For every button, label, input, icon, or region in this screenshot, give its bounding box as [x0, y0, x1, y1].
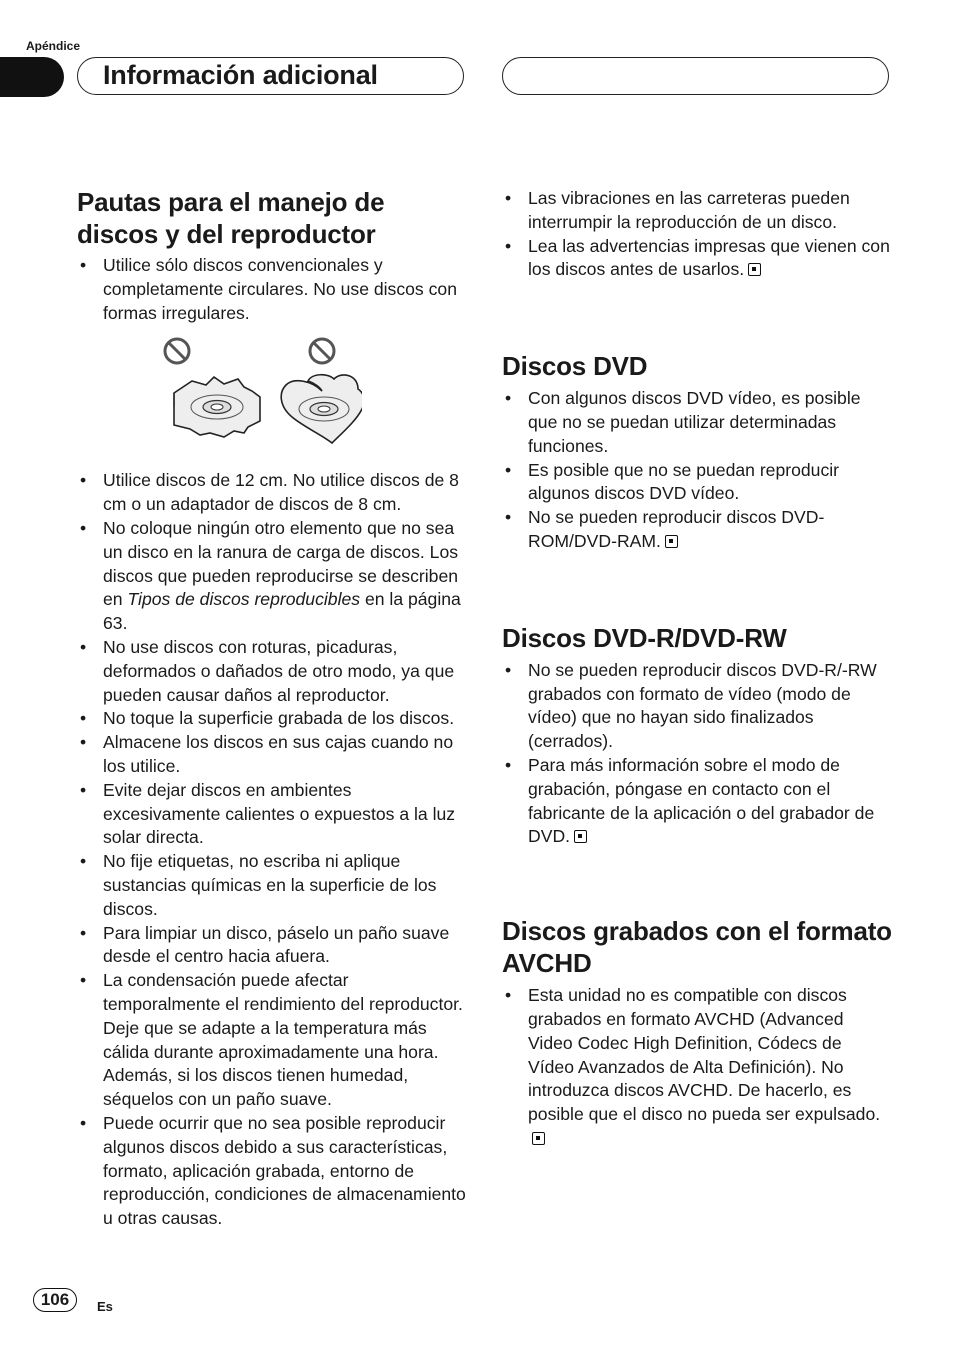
empty-title-box: [502, 57, 889, 95]
list-item-text: Para más información sobre el modo de grabación, póngase en contacto con el fabricante de la aplicación o del grabador de DVD.: [528, 754, 875, 847]
handling-list-right: [502, 187, 892, 282]
list-item: [502, 754, 892, 849]
irregular-discs-illustration: [77, 337, 467, 463]
list-item: • Es posible que no se puedan reproducir algunos discos DVD vídeo.: [502, 459, 892, 507]
list-item: • No se pueden reproducir discos DVD-R/-RW grabados con formato de vídeo (modo de vídeo) que no hayan sido finalizados (cerrados).: [502, 659, 892, 754]
prohibition-icon: [310, 339, 334, 363]
list-item: • No use discos con roturas, picaduras, deformados o dañados de otro modo, ya que pueden causar daños al reproductor.: [77, 636, 467, 707]
list-item: • Evite dejar discos en ambientes excesivamente calientes o expuestos a la luz solar directa.: [77, 779, 467, 850]
section-tab-marker: [0, 57, 64, 97]
list-item: • Utilice sólo discos convencionales y completamente circulares. No use discos con formas irregulares.: [77, 254, 467, 325]
list-item: • Puede ocurrir que no sea posible reproducir algunos discos debido a sus características, formato, aplicación grabada, entorno de reproducción, condiciones de almacenamiento u otras causas.: [77, 1112, 467, 1231]
right-column: [502, 186, 892, 1151]
cross-reference-page: en la página 63.: [103, 589, 461, 634]
list-item-text: No se pueden reproducir discos DVD-ROM/DVD-RAM.: [528, 507, 825, 551]
list-item: [502, 506, 892, 554]
prohibition-icon: [165, 339, 189, 363]
list-item: • Utilice discos de 12 cm. No utilice discos de 8 cm o un adaptador de discos de 8 cm.: [77, 469, 467, 517]
end-of-section-icon: [574, 830, 587, 843]
list-item: • La condensación puede afectar temporalmente el rendimiento del reproductor. Deje que se adapte a la temperatura más cálida durante aproximadamente una hora. Además, si los discos tienen humedad, séquelos con un paño suave.: [77, 969, 467, 1112]
handling-list-continued: [77, 469, 467, 1231]
heading-dvdr: Discos DVD-R/DVD-RW: [502, 622, 787, 653]
list-item-text: No coloque ningún otro elemento que no sea un disco en la ranura de carga de discos. Los discos que pueden reproducirse se describen en: [103, 517, 459, 610]
list-item-text: Esta unidad no es compatible con discos grabados en formato AVCHD (Advanced Video Codec High Definition, Códecs de Vídeo Avanzados de Alta Definición). No introduzca discos AVCHD. De hacerlo, es posible que el disco no pueda ser expulsado.: [528, 985, 881, 1125]
list-item: [502, 235, 892, 283]
section-title: Información adicional: [103, 60, 378, 90]
avchd-list: [502, 984, 892, 1151]
list-item: • No fije etiquetas, no escriba ni aplique sustancias químicas en la superficie de los discos.: [77, 850, 467, 921]
end-of-section-icon: [532, 1132, 545, 1145]
heading-handling: Pautas para el manejo de discos y del reproductor: [77, 187, 385, 249]
dvdr-list: [502, 659, 892, 849]
heading-avchd: Discos grabados con el formato AVCHD: [502, 916, 892, 979]
end-of-section-icon: [748, 263, 761, 276]
cross-reference: Tipos de discos reproducibles: [127, 589, 361, 610]
end-of-section-icon: [665, 535, 678, 548]
dvd-list: [502, 387, 892, 554]
list-item-text: Lea las advertencias impresas que vienen con los discos antes de usarlos.: [528, 235, 890, 280]
irregular-disc-icon: [174, 377, 260, 437]
appendix-label: Apéndice: [26, 39, 81, 53]
list-item: • Las vibraciones en las carreteras pueden interrumpir la reproducción de un disco.: [502, 187, 892, 235]
heart-disc-icon: [281, 375, 362, 443]
page-number: 106: [33, 1288, 77, 1312]
list-item: [77, 517, 467, 636]
left-column: [77, 186, 467, 1231]
handling-list: [77, 254, 467, 325]
list-item: • No toque la superficie grabada de los discos.: [77, 707, 467, 731]
list-item: • Almacene los discos en sus cajas cuando no los utilice.: [77, 731, 467, 779]
list-item: • Para limpiar un disco, páselo un paño suave desde el centro hacia afuera.: [77, 922, 467, 970]
section-title-box: [77, 57, 464, 95]
list-item: • Con algunos discos DVD vídeo, es posible que no se puedan utilizar determinadas funciones.: [502, 387, 892, 458]
disc-shapes-graphic: [162, 337, 362, 463]
language-code: Es: [97, 1299, 113, 1314]
list-item: [502, 984, 892, 1151]
heading-dvd: Discos DVD: [502, 351, 648, 382]
